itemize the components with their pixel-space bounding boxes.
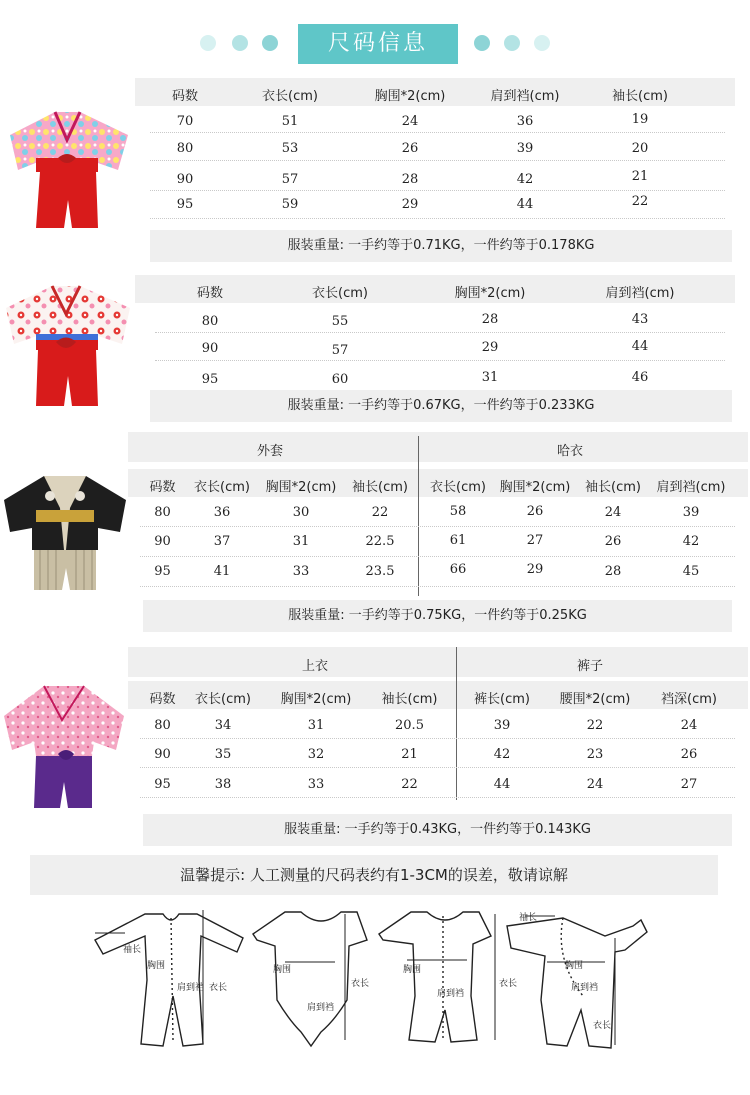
section1-r2-chest: 26: [401, 141, 419, 156]
section4-divider: [140, 767, 735, 768]
section2-col-chest: 胸围*2(cm): [454, 286, 526, 301]
section4-col-length: 衣长(cm): [195, 692, 251, 707]
section3-divider: [140, 556, 735, 557]
diagram-label-length: 衣长: [499, 979, 518, 989]
section3-r1-romper-sleeve: 24: [604, 505, 622, 520]
section4-r1-pants-length: 39: [493, 718, 511, 733]
section4-r3-rise: 27: [680, 777, 698, 792]
section3-col-length: 衣长(cm): [194, 480, 250, 495]
section2-divider: [155, 332, 725, 333]
section4-col-waist: 腰围*2(cm): [559, 692, 631, 707]
section4-r2-size: 90: [154, 747, 171, 762]
section4-r3-pants-length: 44: [493, 777, 511, 792]
section4-header-band: [128, 647, 748, 677]
section2-col-length: 衣长(cm): [312, 286, 368, 301]
diagram-label-shoulder-crotch: 肩到裆: [437, 989, 465, 999]
section3-r3-romper-shoulder: 45: [682, 564, 700, 579]
diagram-label-chest: 胸围: [403, 965, 422, 975]
section4-r3-length: 38: [214, 777, 232, 792]
section4-r2-rise: 26: [680, 747, 698, 762]
section3-r2-chest: 31: [292, 534, 310, 549]
diagram-label-chest: 胸围: [273, 965, 292, 975]
header-dot-left-3: [262, 35, 278, 51]
section3-weight: 服装重量: 一手约等于0.75KG，一件约等于0.25KG: [143, 600, 732, 632]
section4-divider: [140, 797, 735, 798]
section4-group-divider: [456, 647, 457, 800]
section1-r2-length: 53: [281, 141, 299, 156]
section4-r1-length: 34: [214, 718, 232, 733]
section2-r2-shoulder: 44: [631, 339, 649, 354]
section3-r1-romper-shoulder: 39: [682, 505, 700, 520]
section4-col-size: 码数: [149, 692, 176, 707]
diagram-label-length: 衣长: [351, 979, 370, 989]
section4-r3-chest: 33: [307, 777, 325, 792]
page-title: 尺码信息: [298, 24, 458, 64]
section1-r3-shoulder: 42: [516, 172, 534, 187]
section2-col-size: 码数: [196, 286, 223, 301]
section1-r3-sleeve: 21: [631, 169, 649, 184]
section1-r2-sleeve: 20: [631, 141, 649, 156]
section1-r2-shoulder: 39: [516, 141, 534, 156]
section1-r3-length: 57: [281, 172, 299, 187]
measurement-diagrams: [85, 900, 750, 1060]
section3-divider: [140, 526, 735, 527]
section3-group-left: 外套: [256, 444, 283, 459]
section1-r4-shoulder: 44: [516, 197, 534, 212]
section4-r3-sleeve: 22: [401, 777, 418, 792]
section3-r3-length: 41: [213, 564, 231, 579]
diagram-label-shoulder-crotch: 肩到裆: [571, 983, 599, 993]
garment-image-pink-floral-kimono: [0, 100, 135, 235]
section3-r1-sleeve: 22: [371, 505, 389, 520]
section3-divider: [140, 586, 735, 587]
section3-r2-romper-shoulder: 42: [682, 534, 700, 549]
section3-r1-size: 80: [154, 505, 171, 520]
section4-r1-size: 80: [154, 718, 171, 733]
section3-r2-length: 37: [213, 534, 231, 549]
diagram-label-shoulder-crotch: 肩到裆: [177, 983, 205, 993]
section4-r3-size: 95: [154, 777, 171, 792]
section2-r1-chest: 28: [481, 312, 499, 327]
section2-r2-chest: 29: [481, 340, 499, 355]
header-dot-left-1: [200, 35, 216, 51]
section3-r3-romper-sleeve: 28: [604, 564, 622, 579]
section4-r2-sleeve: 21: [401, 747, 418, 762]
section1-r1-shoulder: 36: [516, 114, 534, 129]
section1-divider: [150, 190, 725, 191]
diagram-label-chest: 胸围: [565, 961, 584, 971]
section3-r2-romper-chest: 27: [526, 533, 544, 548]
section4-col-rise: 裆深(cm): [661, 692, 717, 707]
section1-r1-size: 70: [176, 114, 194, 129]
section1-divider: [150, 160, 725, 161]
section3-r1-length: 36: [213, 505, 231, 520]
section1-r2-size: 80: [176, 141, 194, 156]
header-dot-left-2: [232, 35, 248, 51]
garment-image-pink-top-purple-pants: [0, 680, 128, 815]
section1-r3-chest: 28: [401, 172, 419, 187]
section1-r1-chest: 24: [401, 114, 419, 129]
diagram-label-sleeve: 袖长: [123, 945, 142, 955]
section1-col-size: 码数: [171, 89, 198, 104]
section2-col-shoulder: 肩到裆(cm): [605, 286, 675, 301]
header-dot-right-2: [504, 35, 520, 51]
section3-r2-size: 90: [154, 534, 171, 549]
section3-r2-romper-sleeve: 26: [604, 534, 622, 549]
header-dot-right-3: [534, 35, 550, 51]
section4-group-right: 裤子: [576, 659, 603, 674]
section3-col-romper-length: 衣长(cm): [430, 480, 486, 495]
diagram-label-length: 衣长: [209, 983, 228, 993]
section3-r3-chest: 33: [292, 564, 310, 579]
section3-r3-romper-length: 66: [449, 562, 467, 577]
section3-r2-sleeve: 22.5: [365, 534, 395, 549]
diagram-label-sleeve: 袖长: [519, 913, 538, 923]
diagram-label-length: 衣长: [593, 1021, 612, 1031]
section4-weight: 服装重量: 一手约等于0.43KG，一件约等于0.143KG: [143, 814, 732, 846]
section4-r1-sleeve: 20.5: [395, 718, 424, 733]
section4-r2-length: 35: [214, 747, 232, 762]
section3-col-romper-chest: 胸围*2(cm): [499, 480, 571, 495]
section2-r3-shoulder: 46: [631, 370, 649, 385]
section3-col-sleeve: 袖长(cm): [352, 480, 408, 495]
section2-divider: [155, 360, 725, 361]
section3-group-right: 哈衣: [556, 444, 583, 459]
section3-col-chest: 胸围*2(cm): [265, 480, 337, 495]
garment-image-black-haori: [0, 470, 130, 595]
section3-col-romper-sleeve: 袖长(cm): [585, 480, 641, 495]
section2-r2-size: 90: [201, 341, 219, 356]
section3-r1-romper-length: 58: [449, 504, 467, 519]
section3-group-divider: [418, 436, 419, 596]
section4-r2-chest: 32: [307, 747, 325, 762]
section3-r1-chest: 30: [292, 505, 310, 520]
section3-col-size: 码数: [149, 480, 176, 495]
section3-r1-romper-chest: 26: [526, 504, 544, 519]
section4-r1-waist: 22: [586, 718, 604, 733]
section2-weight: 服装重量: 一手约等于0.67KG，一件约等于0.233KG: [150, 390, 732, 422]
section1-col-length: 衣长(cm): [262, 89, 318, 104]
section2-r3-length: 60: [331, 372, 349, 387]
section1-r4-sleeve: 22: [631, 194, 649, 209]
section2-r1-size: 80: [201, 314, 219, 329]
section2-r1-shoulder: 43: [631, 312, 649, 327]
section4-divider: [140, 738, 735, 739]
section2-r1-length: 55: [331, 314, 349, 329]
section1-r1-length: 51: [281, 114, 299, 129]
section3-r3-size: 95: [154, 564, 171, 579]
section1-divider: [150, 218, 725, 219]
section4-r1-chest: 31: [307, 718, 325, 733]
section4-col-chest: 胸围*2(cm): [280, 692, 352, 707]
section1-r4-size: 95: [176, 197, 194, 212]
garment-image-red-white-kimono: [0, 278, 135, 413]
section3-r3-romper-chest: 29: [526, 562, 544, 577]
section1-col-sleeve: 袖长(cm): [612, 89, 668, 104]
section1-weight: 服装重量: 一手约等于0.71KG，一件约等于0.178KG: [150, 230, 732, 262]
diagram-label-chest: 胸围: [147, 961, 166, 971]
section4-r1-rise: 24: [680, 718, 698, 733]
measurement-tip: 温馨提示: 人工测量的尺码表约有1-3CM的误差，敬请谅解: [30, 855, 718, 895]
diagram-label-shoulder-crotch: 肩到裆: [307, 1003, 335, 1013]
section3-r3-sleeve: 23.5: [365, 564, 395, 579]
section1-r4-length: 59: [281, 197, 299, 212]
section3-header-band: [128, 432, 748, 462]
section4-col-sleeve: 袖长(cm): [381, 692, 438, 707]
header-dot-right-1: [474, 35, 490, 51]
section4-group-left: 上衣: [301, 659, 328, 674]
section4-col-pants-length: 裤长(cm): [474, 692, 530, 707]
section1-r4-chest: 29: [401, 197, 419, 212]
section1-r3-size: 90: [176, 172, 194, 187]
section4-r3-waist: 24: [586, 777, 604, 792]
section1-col-shoulder: 肩到裆(cm): [490, 89, 560, 104]
section2-r2-length: 57: [331, 343, 349, 358]
section3-col-romper-shoulder: 肩到裆(cm): [656, 480, 726, 495]
section4-r2-pants-length: 42: [493, 747, 511, 762]
section2-r3-size: 95: [201, 372, 219, 387]
section1-divider: [150, 132, 725, 133]
section2-r3-chest: 31: [481, 370, 499, 385]
section1-col-chest: 胸围*2(cm): [374, 89, 446, 104]
section4-r2-waist: 23: [586, 747, 604, 762]
section3-r2-romper-length: 61: [449, 533, 467, 548]
section1-r1-sleeve: 19: [631, 112, 649, 127]
